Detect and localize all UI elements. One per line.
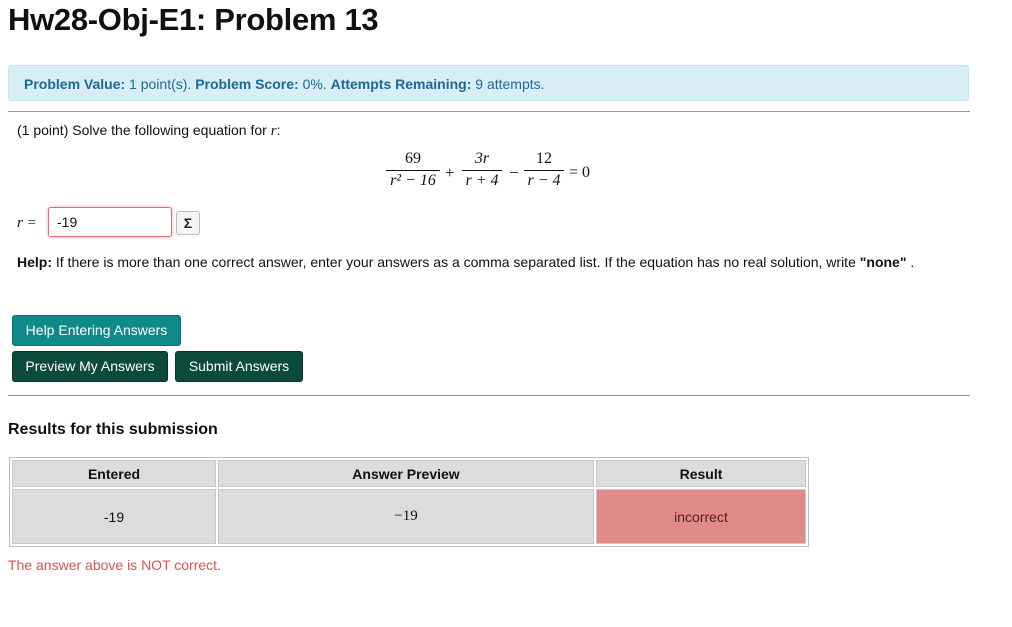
problem-intro: (1 point) Solve the following equation for bbox=[17, 122, 271, 138]
attempts-remaining-label: Attempts Remaining: bbox=[330, 76, 472, 92]
fraction-3-numerator: 12 bbox=[524, 150, 564, 171]
results-table bbox=[9, 457, 809, 547]
help-end: . bbox=[906, 254, 915, 270]
fraction-3 bbox=[524, 150, 564, 190]
result-cell: incorrect bbox=[596, 489, 806, 544]
fraction-1-denominator: r² − 16 bbox=[390, 172, 436, 189]
header-entered: Entered bbox=[12, 460, 216, 487]
problem-variable: r bbox=[270, 123, 277, 139]
answer-label bbox=[17, 214, 37, 232]
problem-value-label: Problem Value: bbox=[24, 76, 126, 92]
entered-cell: -19 bbox=[12, 489, 216, 544]
problem-score: 0%. bbox=[302, 76, 327, 92]
fraction-1-numerator: 69 bbox=[386, 150, 440, 171]
preview-answers-button[interactable]: Preview My Answers bbox=[12, 351, 168, 382]
attempts-remaining: 9 attempts. bbox=[475, 76, 545, 92]
fraction-2 bbox=[462, 150, 502, 190]
results-heading: Results for this submission bbox=[8, 421, 218, 438]
table-row bbox=[12, 489, 806, 544]
equation-editor-button[interactable] bbox=[176, 211, 200, 235]
equals-zero: = 0 bbox=[569, 164, 591, 181]
page-title: Hw28-Obj-E1: Problem 13 bbox=[8, 2, 379, 37]
incorrect-message: The answer above is NOT correct. bbox=[8, 557, 221, 573]
problem-statement bbox=[17, 122, 280, 140]
divider-bottom bbox=[8, 395, 970, 396]
help-entering-answers-button[interactable]: Help Entering Answers bbox=[12, 315, 181, 346]
header-answer-preview: Answer Preview bbox=[218, 460, 594, 487]
problem-colon: : bbox=[276, 122, 281, 138]
plus-sign: + bbox=[445, 163, 455, 182]
help-label: Help: bbox=[17, 254, 52, 270]
submit-answers-button[interactable]: Submit Answers bbox=[175, 351, 303, 382]
help-body: If there is more than one correct answer, enter your answers as a comma separated list. If the equation has no real solution, write bbox=[52, 254, 860, 270]
help-none-keyword: "none" bbox=[859, 254, 907, 270]
fraction-1 bbox=[386, 150, 440, 190]
fraction-2-numerator: 3r bbox=[462, 150, 502, 171]
fraction-3-denominator: r − 4 bbox=[527, 172, 561, 189]
answer-label-text: r = bbox=[17, 215, 37, 231]
problem-score-label: Problem Score: bbox=[195, 76, 299, 92]
sigma-icon: Σ bbox=[183, 215, 193, 231]
help-text bbox=[17, 254, 914, 270]
answer-preview-cell: −19 bbox=[218, 489, 594, 544]
answer-input[interactable] bbox=[48, 207, 172, 237]
minus-sign: − bbox=[509, 163, 519, 182]
problem-value: 1 point(s). bbox=[129, 76, 192, 92]
header-result: Result bbox=[596, 460, 806, 487]
divider-top bbox=[8, 111, 970, 112]
fraction-2-denominator: r + 4 bbox=[465, 172, 499, 189]
problem-info-banner bbox=[8, 65, 969, 101]
